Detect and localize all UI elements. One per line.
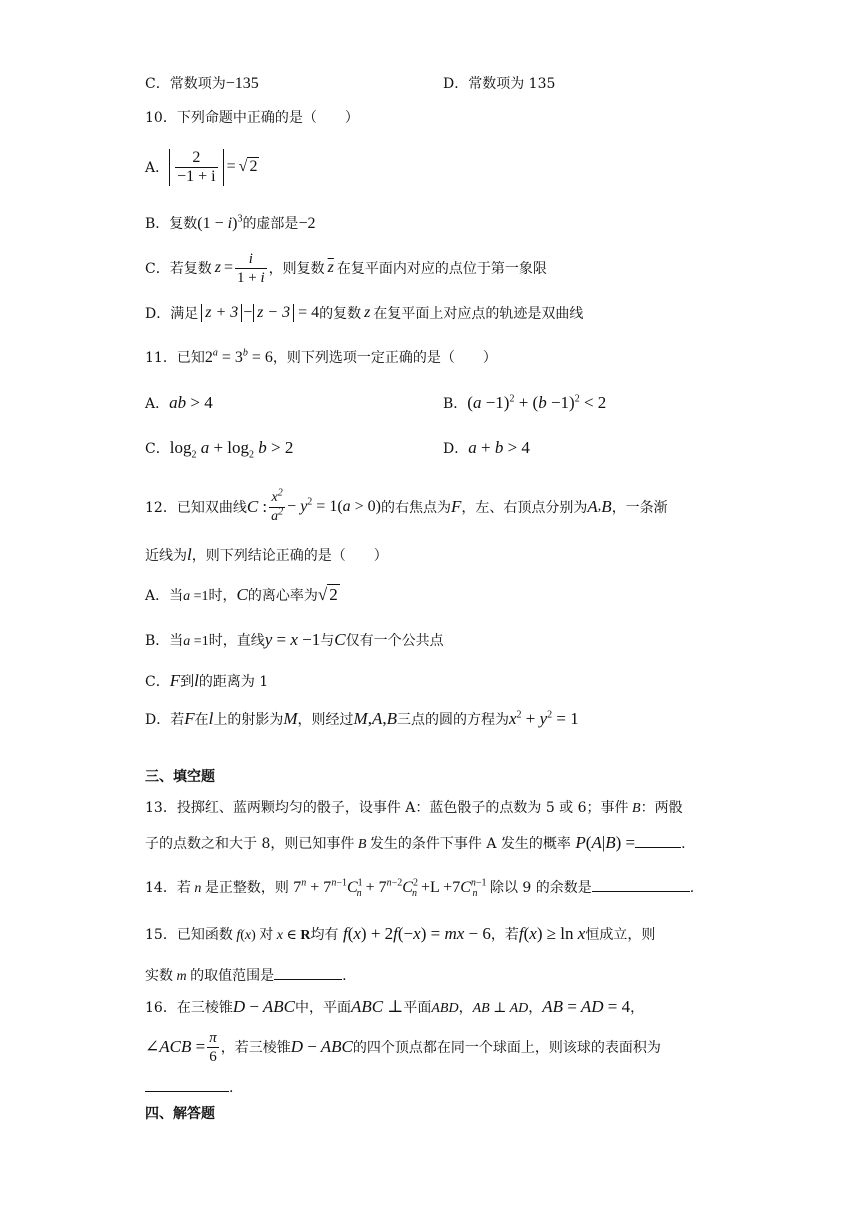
q13-line2: 子的点数之和大于 8，则已知事件 B 发生的条件下事件 A 发生的概率 P(A|B) = . (145, 833, 686, 852)
q16-line1: 16．在三棱锥D − ABC中，平面ABC ⊥平面ABD，AB ⊥ AD，AB = AD = 4， (145, 997, 645, 1016)
q11-stem: 11．已知$2^a = 3^b = 6$，则下列选项一定正确的是（ ） (145, 347, 497, 366)
q15-line1: 15．已知函数 f(x) 对 x ∈ R均有 f(x) + 2f(−x) = mx − 6，若f(x) ≥ ln x恒成立，则 (145, 924, 656, 943)
q12-stem-line1: 12．已知双曲线 C : $\frac{x^2}{a^2}$ − $y^2 = 1(a > 0)$ 的右焦点为 F ，左、右顶点分别为 A , B ，一条渐 (145, 486, 668, 524)
q10-option-a: A． $\frac{2}{-1 + i}$ = √ 2 (145, 148, 258, 185)
q12-stem-line2: 近线为l，则下列结论正确的是（ ） (145, 545, 388, 564)
q11-option-c: C．$\log_2 a + \log_2 b > 2$ (145, 438, 294, 461)
section-fill-in-blank-heading: 三、填空题 (145, 769, 215, 785)
q14: 14．若 n 是正整数，则 $7^n + 7^{n-1}C^1_n + 7^{n-2}C^2_n +L +7C^{n-1}_n$ 除以 9 的余数是 . (145, 877, 695, 900)
q9-option-c: C．常数项为−135 (145, 75, 259, 92)
section-solutions-heading: 四、解答题 (145, 1106, 215, 1122)
q16-line2: ∠ACB = $\frac{\pi}{6}$ ，若三棱锥 D − ABC 的四个顶点都在同一个球面上，则该球的表面积为 (145, 1029, 661, 1065)
q11-option-b: B．$(a -1)^2 + (b -1)^2 < 2$ (443, 393, 607, 412)
q12-option-d: D．若F在l上的射影为M，则经过M,A,B三点的圆的方程为$x^2 + y^2 = 1$ (145, 709, 579, 728)
q11-option-a: A．ab > 4 (145, 393, 213, 412)
q16-answer-blank: . (145, 1077, 233, 1096)
q12-option-c: C．F到l的距离为 1 (145, 671, 269, 690)
q15-line2: 实数 m 的取值范围是 . (145, 965, 347, 985)
q10-option-d: D．满足 z + 3 − z − 3 = 4 的复数 z 在复平面上对应点的轨迹是双曲线 (145, 303, 584, 322)
q12-option-b: B．当a =1时，直线y = x −1与C仅有一个公共点 (145, 630, 444, 649)
q10-option-c: C．若复数 z = $\frac{i}{1 + i}$ ，则复数 $\overline{z}$ 在复平面内对应的点位于第一象限 (145, 250, 547, 286)
q12-option-a: A．当a =1时，C的离心率为√ 2 (145, 585, 338, 604)
q10-option-b: B．复数$(1 - i)^3$的虚部是−2 (145, 213, 316, 232)
q9-option-d: D．常数项为 135 (443, 76, 556, 92)
q10-stem: 10．下列命题中正确的是（ ） (145, 110, 359, 126)
q11-option-d: D．a + b > 4 (443, 438, 530, 457)
q13-line1: 13．投掷红、蓝两颗均匀的骰子，设事件 A：蓝色骰子的点数为 5 或 6；事件 B：两骰 (145, 800, 683, 816)
